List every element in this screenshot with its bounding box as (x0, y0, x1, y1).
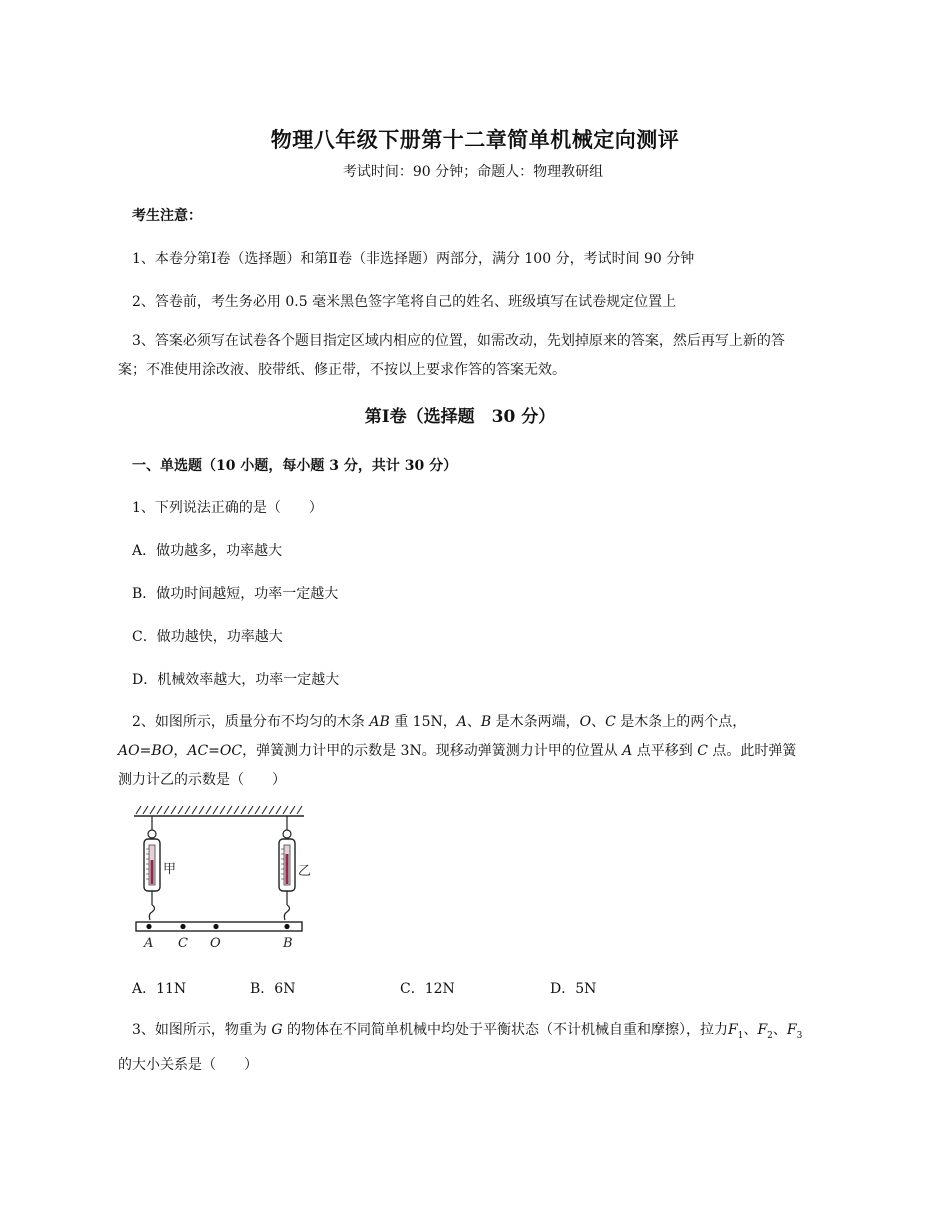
point-a-label: A (144, 936, 154, 951)
question-2-stem: 2、如图所示，质量分布不均匀的木条 AB 重 15N，A、B 是木条两端，O、C 是木条上的两个点，AO=BO，AC=OC，弹簧测力计甲的示数是 3N。现移动弹簧测力计甲的位置从 A 点平移到 C 点。此时弹簧测力计乙的示数是（ ） (118, 714, 797, 788)
exam-info: 考试时间：90 分钟；命题人：物理教研组 (342, 164, 604, 180)
page-title: 物理八年级下册第十二章简单机械定向测评 (270, 127, 680, 152)
question-1-stem: 1、下列说法正确的是（ ） (132, 500, 323, 516)
notice-item-3: 3、答案必须写在试卷各个题目指定区域内相应的位置，如需改动，先划掉原来的答案，然后再写上新的答案；不准使用涂改液、胶带纸、修正带，不按以上要求作答的答案无效。 (118, 333, 785, 378)
question-2-option-d: D．5N (550, 981, 597, 997)
left-scale-label: 甲 (163, 862, 177, 877)
question-1-option-d: D．机械效率越大，功率一定越大 (132, 672, 340, 688)
point-c-dot (180, 924, 185, 929)
spring-scale-right (279, 816, 311, 920)
point-o-label: O (210, 936, 221, 951)
question-2-option-a: A．11N (132, 981, 187, 997)
part-title: 一、单选题（10 小题，每小题 3 分，共计 30 分） (132, 458, 458, 474)
question-1-option-c: C．做功越快，功率越大 (132, 629, 283, 645)
notice-item-1: 1、本卷分第Ⅰ卷（选择题）和第Ⅱ卷（非选择题）两部分，满分 100 分，考试时间 90 分钟 (132, 251, 695, 267)
right-scale-label: 乙 (298, 864, 312, 879)
question-1-option-b: B．做功时间越短，功率一定越大 (132, 586, 339, 602)
notice-heading: 考生注意： (132, 208, 202, 224)
question-2-option-c: C．12N (400, 981, 455, 997)
question-1-option-a: A．做功越多，功率越大 (132, 543, 283, 559)
point-a-dot (146, 924, 151, 929)
point-o-dot (213, 924, 218, 929)
section-title: 第Ⅰ卷（选择题 30 分） (364, 407, 556, 427)
wooden-bar (136, 922, 302, 931)
point-c-label: C (178, 936, 188, 951)
point-b-dot (284, 924, 289, 929)
notice-item-2: 2、答卷前，考生务必用 0.5 毫米黑色签字笔将自己的姓名、班级填写在试卷规定位置上 (132, 294, 677, 310)
spring-scale-figure (132, 802, 312, 954)
spring-scale-left (144, 816, 176, 920)
question-3-stem: 3、如图所示，物重为 G 的物体在不同简单机械中均处于平衡状态（不计机械自重和摩擦），拉力$F_1$、$F_2$、$F_3$的大小关系是（ ） (118, 1022, 803, 1073)
point-b-label: B (283, 936, 293, 951)
question-2-option-b: B．6N (250, 981, 296, 997)
